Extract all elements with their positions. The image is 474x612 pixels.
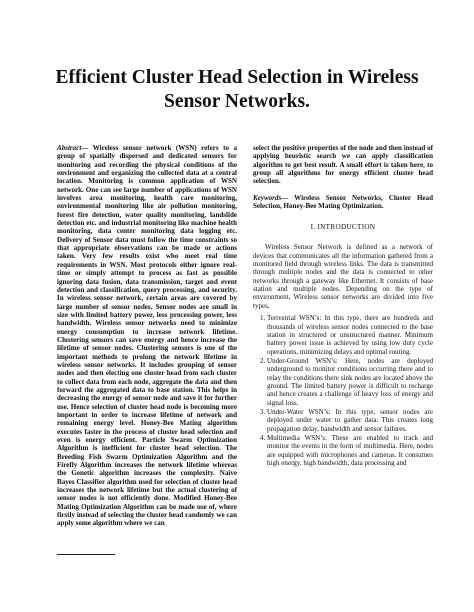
paper-title: Efficient Cluster Head Selection in Wireless Sensor Networks. xyxy=(55,67,419,112)
list-item: 4. Multimedia WSN’s: These are enabled to track and monitor the events in the form of multimedia. Here, nodes are equipped with microphones and cameras. It consumes high energy, high bandwidth, data processing and xyxy=(267,434,433,467)
abstract-text: Wireless sensor network (WSN) refers to a group of spatially dispersed and dedicated sensors for monitoring and recording the physical conditions of the environment and organizing the collected data at a central location. Monitoring is common application of WSN network. One can see large number of applications of WSN involves area monitoring, health care monitoring, environmental monitoring like air pollution monitoring, forest fire detection, water quality monitoring, landslide detection etc. and industrial monitoring like machine health monitoring, data center monitoring data logging etc. Delivery of Sensor data must follow the time constraints so that appropriate observations can be made or actions taken. Very few results exist who meet real time requirements in WSN. Most protocols either ignore real-time or simply attempt to process as fast as possible ignoring data fusion, data transmission, target and event detection and classification, query processing, and security. In wireless sensor network, certain areas are covered by large number of sensor nodes. Sensor nodes are small in size with limited battery power, less processing power, less bandwidth. Wireless sensor networks need to minimize energy consumption to increase network lifetime. Clustering sensors can save energy and hence increase the lifetime of sensor nodes. Clustering sensors is one of the important methods to prolong the network lifetime in wireless sensor networks. It includes grouping of sensor nodes and then electing one cluster head from each cluster to collect data from each node, aggregate the data and then forward the aggregated data to base station. This helps in decreasing the energy of sensor node and save it for further use. Hence selection of cluster head node is becoming more important in order to increase lifetime of network and remaining energy level. Honey-Bee Mating algorithm executes faster in the process of cluster head selection and even is energy efficient. Particle Swarm Optimization Algorithm is inefficient for cluster head selection. The Breeding Fish Swarm Optimization Algorithm and the Firefly Algorithm increases the network lifetime whereas the Genetic algorithm increases the complexity. Naïve Bayes Classifier algorithm used for selection of cluster head increases the network lifetime but the actual clustering of sensor nodes is not efficiently done. Modified Honey-Bee Mating Optimization Algorithm can be made use of, where firstly instead of selecting the cluster head randomly we can apply some algorithm where we can xyxy=(57,144,237,528)
intro-paragraph: Wireless Sensor Network is defined as a network of devices that communicates all the information gathered from a monitored field through wireless links. The data is transmitted through multiple nodes and the data is connected to other networks through a gateway like Ethernet. It consists of base station and multiple nodes. Depending on the type of environment, Wireless sensor networks are divided into five types, xyxy=(253,243,433,310)
section-heading-introduction: I. INTRODUCTION xyxy=(310,223,376,232)
right-column xyxy=(253,144,433,468)
keywords-label: Keywords— xyxy=(253,193,289,202)
list-item: 3. Under-Water WSN’s: In this type, sensor nodes are deployed under water to gather data. This creates long propagation delay, bandwidth and sensor failures. xyxy=(267,408,433,433)
abstract xyxy=(57,144,237,528)
abstract-label: Abstract— xyxy=(57,144,89,152)
wsn-types-list xyxy=(253,314,433,467)
left-column xyxy=(57,144,237,528)
footnote-rule xyxy=(57,554,115,555)
keywords xyxy=(253,194,433,211)
list-item: 1. Terrestrial WSN’s: In this type, there are hundreds and thousands of wireless sensor nodes connected to the base station in structured or unstructured manner. Minimum battery power issue is achieved by using low duty cycle operations, minimizing delays and optimal routing. xyxy=(267,314,433,356)
list-item: 2. Under-Ground WSN’s: Here, nodes are deployed underground to monitor conditions occurring there and to relay the conditions there sink nodes are located above the ground. The limited battery power is difficult to recharge and hence creates a challenge of heavy loss of energy and signal loss. xyxy=(267,357,433,407)
abstract-continued: select the positive properties of the node and then instead of applying heuristic search we can apply classification algorithm to get best result. A small effort is taken here, to group all algorithms for energy efficient cluster head selection. xyxy=(253,144,433,186)
keywords-text: Wireless Sensor Networks, Cluster Head Selection, Honey-Bee Mating Optimization. xyxy=(253,193,433,211)
